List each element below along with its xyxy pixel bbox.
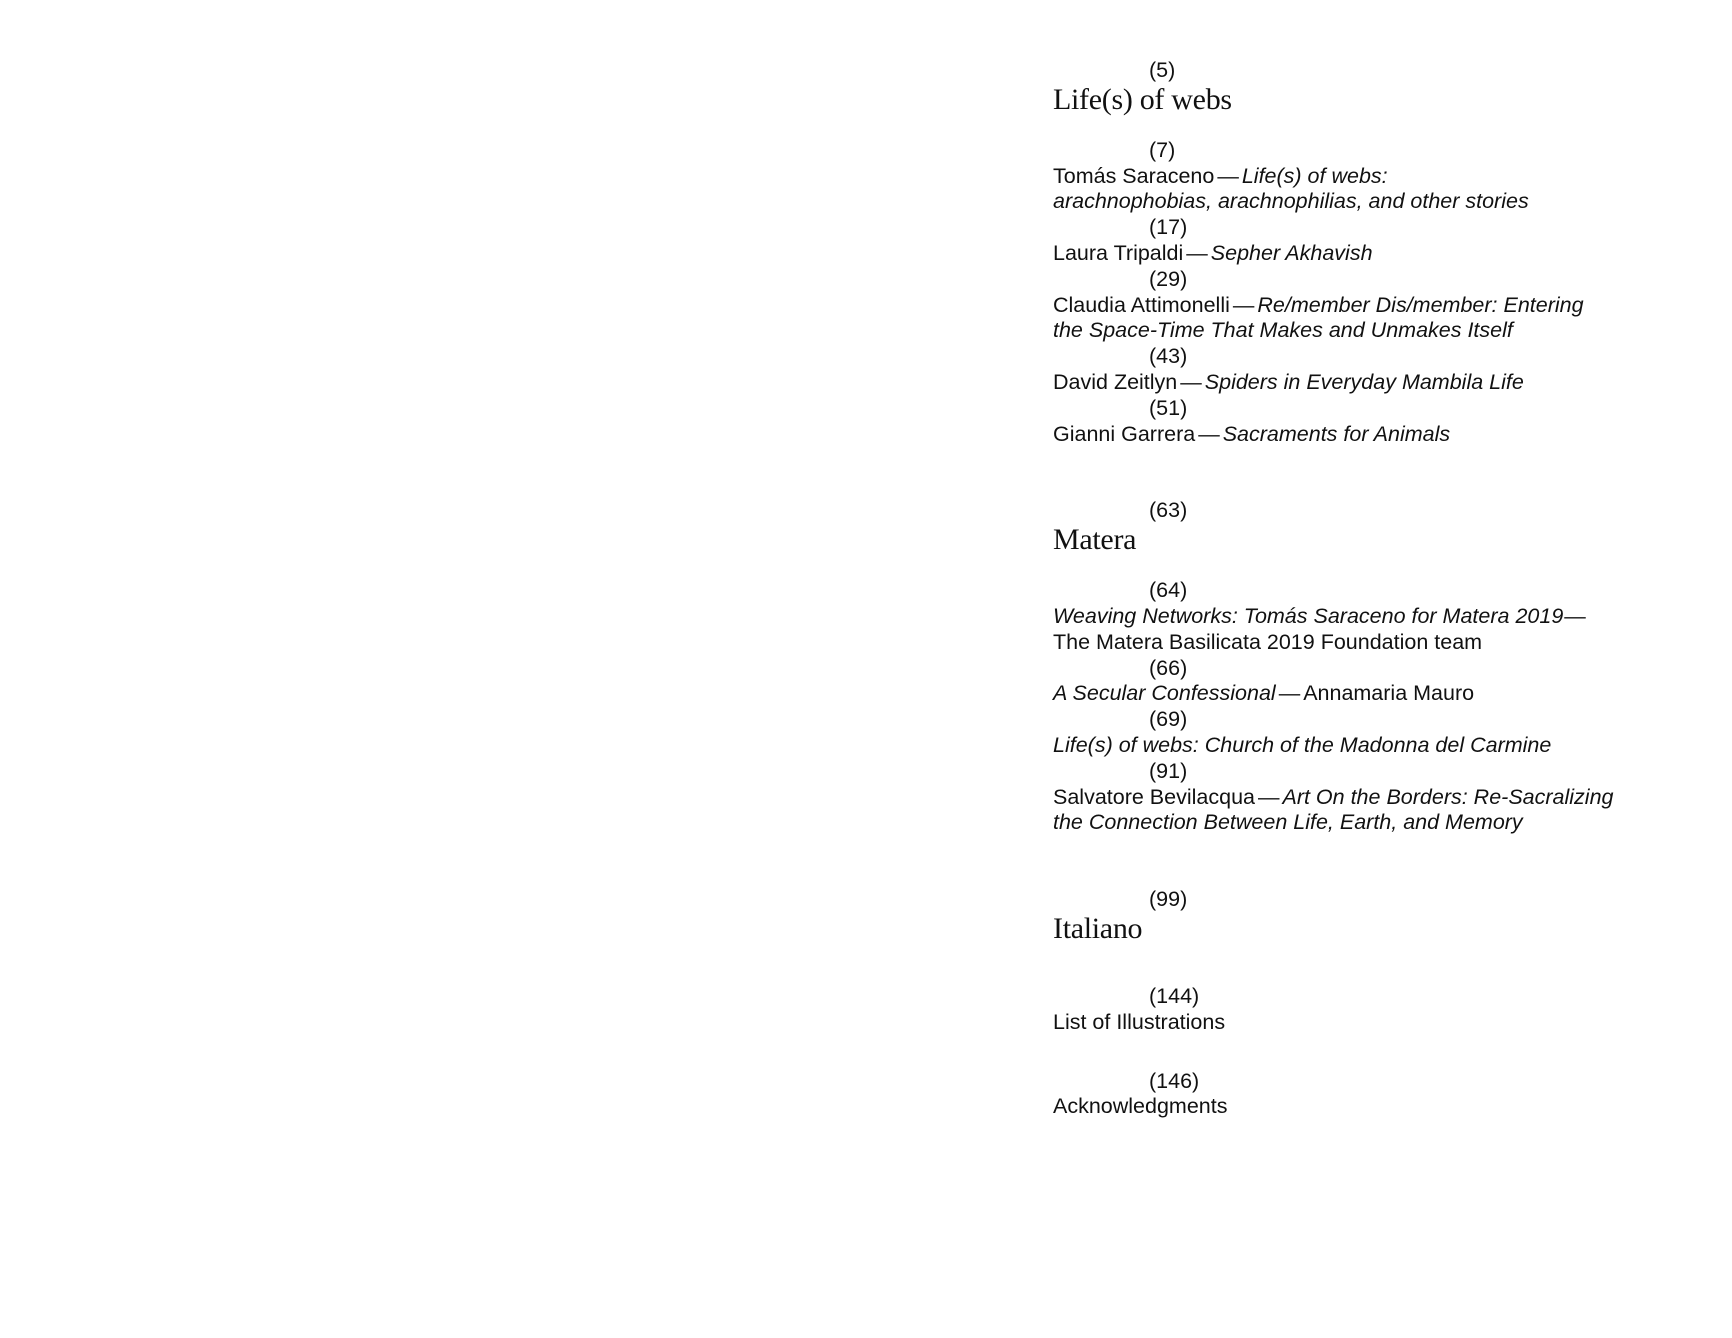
toc-entry[interactable] [1053,578,1693,655]
toc-entry[interactable] [1053,215,1693,267]
entry-title-continued: arachnophobias, arachnophilias, and other stories [1053,189,1529,214]
em-dash: — [1232,292,1255,317]
entry-title: Re/member Dis/member: Entering [1257,292,1584,317]
page-number: (51) [1149,395,1188,420]
entry-line [1053,785,1693,811]
page-number: (43) [1149,344,1188,369]
entry-title: Art On the Borders: Re-Sacralizing [1282,784,1614,809]
page-number: (146) [1149,1068,1200,1093]
toc-section-lifes-of-webs [1053,58,1693,447]
toc-entry[interactable] [1053,656,1693,708]
entry-line [1053,241,1693,267]
entry-line [1053,370,1693,396]
em-dash: — [1217,163,1239,188]
toc-entry[interactable] [1053,138,1693,215]
em-dash: — [1186,240,1208,265]
section-heading: Italiano [1053,911,1143,945]
entry-author: Salvatore Bevilacqua [1053,784,1255,809]
entry-title: A Secular Confessional [1053,681,1276,706]
em-dash: — [1564,603,1586,628]
entry-line [1053,681,1693,707]
entry-label: Acknowledgments [1053,1094,1228,1119]
page-number: (66) [1149,655,1188,680]
entry-line [1053,604,1693,630]
entry-title-continued: the Space-Time That Makes and Unmakes Itself [1053,318,1513,343]
table-of-contents [1053,58,1693,1120]
section-heading: Matera [1053,523,1137,557]
page-number: (144) [1149,983,1200,1008]
entry-title-continued: the Connection Between Life, Earth, and Memory [1053,810,1523,835]
entry-title: Sacraments for Animals [1222,421,1451,446]
entry-title: Life(s) of webs: Church of the Madonna del Carmine [1053,732,1552,757]
entry-author: Tomás Saraceno [1053,163,1215,188]
entry-author: Gianni Garrera [1053,421,1196,446]
entry-author: Claudia Attimonelli [1053,292,1230,317]
em-dash: — [1257,784,1280,809]
toc-section-list-of-illustrations[interactable] [1053,984,1693,1036]
entry-label: List of Illustrations [1053,1009,1226,1034]
toc-entry[interactable] [1053,707,1693,759]
entry-title: Spiders in Everyday Mambila Life [1204,369,1524,394]
entry-line [1053,164,1693,190]
entry-title: Weaving Networks: Tomás Saraceno for Matera 2019 [1053,603,1564,628]
entry-title: Sepher Akhavish [1210,240,1373,265]
page-number: (63) [1149,498,1188,523]
entry-author: David Zeitlyn [1053,369,1178,394]
page-number: (7) [1149,137,1176,162]
em-dash: — [1180,369,1202,394]
page-number: (29) [1149,266,1188,291]
page-number: (99) [1149,887,1188,912]
em-dash: — [1278,681,1301,706]
page-number: (64) [1149,578,1188,603]
page-number: (5) [1149,58,1176,82]
page-number: (91) [1149,758,1188,783]
page-number: (17) [1149,215,1188,240]
entry-line [1053,293,1693,319]
toc-section-italiano[interactable] [1053,887,1693,946]
entry-title: Life(s) of webs: [1241,163,1388,188]
em-dash: — [1198,421,1220,446]
page-number: (69) [1149,707,1188,732]
toc-entry[interactable] [1053,344,1693,396]
section-heading: Life(s) of webs [1053,82,1232,116]
toc-section-acknowledgments[interactable] [1053,1069,1693,1121]
toc-section-matera [1053,498,1693,836]
entry-line [1053,422,1693,448]
toc-entry[interactable] [1053,396,1693,448]
entry-author: Laura Tripaldi [1053,240,1184,265]
toc-entry[interactable] [1053,759,1693,836]
toc-entry[interactable] [1053,267,1693,344]
entry-author: The Matera Basilicata 2019 Foundation team [1053,629,1483,654]
entry-author: Annamaria Mauro [1303,681,1475,706]
